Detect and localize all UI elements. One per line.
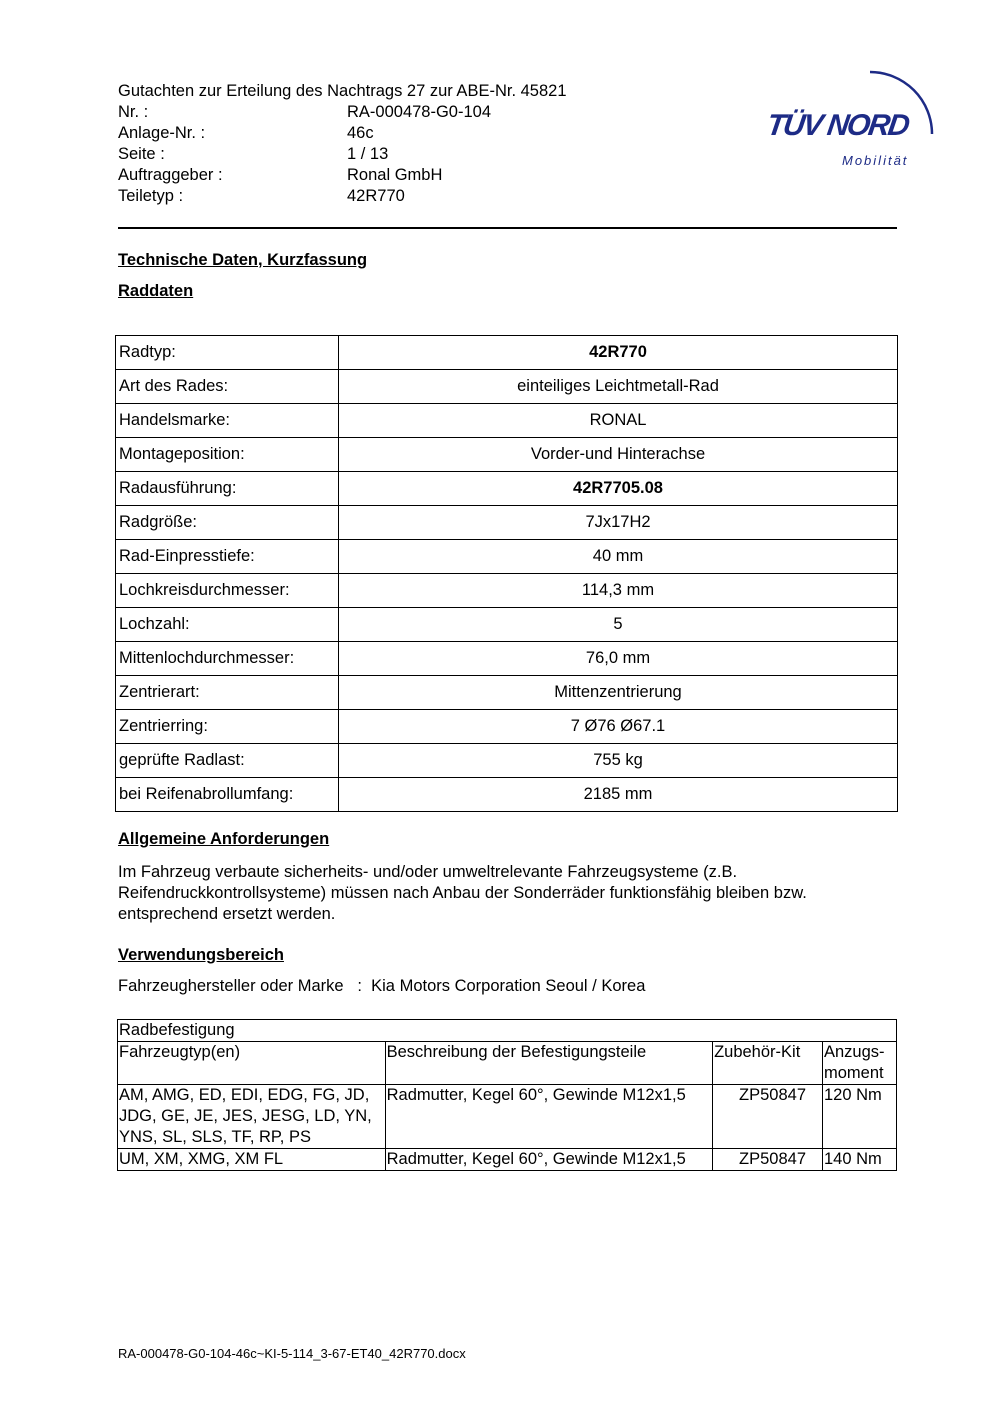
table-row — [118, 1085, 897, 1149]
wheel-field-value: 42R770 — [339, 336, 898, 370]
wheel-field-value: 42R7705.08 — [339, 472, 898, 506]
wheel-field-label: Radgröße: — [116, 506, 339, 540]
wheel-field-value: 114,3 mm — [339, 574, 898, 608]
header-row-auftraggeber: Auftraggeber : Ronal GmbH — [118, 166, 443, 184]
heading-verwendungsbereich: Verwendungsbereich — [118, 946, 284, 964]
heading-raddaten: Raddaten — [118, 282, 194, 300]
table-row — [116, 744, 898, 778]
header-row-teiletyp: Teiletyp : 42R770 — [118, 187, 405, 205]
logo-wordmark: TÜV NORD — [764, 109, 911, 142]
wheel-field-value: Vorder-und Hinterachse — [339, 438, 898, 472]
wheel-field-value: 2185 mm — [339, 778, 898, 812]
wheel-field-label: geprüfte Radlast: — [116, 744, 339, 778]
mount-types: AM, AMG, ED, EDI, EDG, FG, JD, JDG, GE, JE, JES, JESG, LD, YN, YNS, SL, SLS, TF, RP, PS — [118, 1085, 386, 1149]
wheel-field-value: 7 Ø76 Ø67.1 — [339, 710, 898, 744]
wheel-field-value: 40 mm — [339, 540, 898, 574]
document-header — [118, 81, 567, 207]
manufacturer-value: Kia Motors Corporation Seoul / Korea — [371, 977, 646, 995]
table-row — [116, 540, 898, 574]
header-row-nr: Nr. : RA-000478-G0-104 — [118, 103, 492, 121]
mount-kit: ZP50847 — [713, 1149, 823, 1171]
tuev-nord-logo — [762, 58, 942, 173]
wheel-field-label: Montageposition: — [116, 438, 339, 472]
manufacturer-separator: : — [357, 977, 362, 995]
wheel-field-label: Radtyp: — [116, 336, 339, 370]
header-divider — [118, 227, 897, 229]
header-row-anlage: Anlage-Nr. : 46c — [118, 124, 374, 142]
table-row — [116, 642, 898, 676]
report-title: Gutachten zur Erteilung des Nachtrags 27 zur ABE-Nr. 45821 — [118, 82, 567, 100]
heading-technische-daten: Technische Daten, Kurzfassung — [118, 251, 368, 269]
manufacturer-label: Fahrzeughersteller oder Marke — [118, 977, 344, 995]
wheel-field-label: Lochzahl: — [116, 608, 339, 642]
wheel-field-label: Art des Rades: — [116, 370, 339, 404]
wheel-field-label: Radausführung: — [116, 472, 339, 506]
wheel-data-table — [115, 335, 898, 812]
header-beschreibung: Beschreibung der Befestigungsteile — [385, 1042, 712, 1085]
allgemein-paragraph: Im Fahrzeug verbaute sicherheits- und/oder umweltrelevante Fahrzeugsysteme (z.B. Reifendruckkontrollsysteme) müssen nach Anbau der Sonderräder funktionsfähig bleiben bzw. entsprechend ersetzt werden. — [118, 863, 807, 923]
heading-allgemeine-anforderungen: Allgemeine Anforderungen — [118, 830, 330, 848]
wheel-field-value: Mittenzentrierung — [339, 676, 898, 710]
wheel-field-label: Zentrierart: — [116, 676, 339, 710]
mount-types: UM, XM, XMG, XM FL — [118, 1149, 386, 1171]
wheel-field-label: Lochkreisdurchmesser: — [116, 574, 339, 608]
mount-description: Radmutter, Kegel 60°, Gewinde M12x1,5 — [385, 1085, 712, 1149]
header-zubehoer-kit: Zubehör-Kit — [713, 1042, 823, 1085]
table-row — [116, 404, 898, 438]
logo-subtitle: Mobilität — [842, 153, 909, 168]
table-row — [116, 336, 898, 370]
table-row — [116, 676, 898, 710]
mount-table-title-row — [118, 1020, 897, 1042]
table-row — [116, 438, 898, 472]
table-row — [118, 1149, 897, 1171]
mount-table — [117, 1019, 897, 1171]
wheel-field-value: 7Jx17H2 — [339, 506, 898, 540]
table-row — [116, 778, 898, 812]
manufacturer-row — [118, 977, 645, 996]
wheel-field-label: Rad-Einpresstiefe: — [116, 540, 339, 574]
mount-table-header-row — [118, 1042, 897, 1085]
wheel-field-value: 755 kg — [339, 744, 898, 778]
header-row-seite: Seite : 1 / 13 — [118, 145, 389, 163]
table-row — [116, 608, 898, 642]
header-fahrzeugtyp: Fahrzeugtyp(en) — [118, 1042, 386, 1085]
mount-torque: 120 Nm — [823, 1085, 897, 1149]
footer-filename: RA-000478-G0-104-46c~KI-5-114_3-67-ET40_42R770.docx — [118, 1346, 466, 1361]
table-row — [116, 574, 898, 608]
wheel-field-label: Zentrierring: — [116, 710, 339, 744]
table-row — [116, 472, 898, 506]
wheel-field-value: 76,0 mm — [339, 642, 898, 676]
table-row — [116, 370, 898, 404]
mount-kit: ZP50847 — [713, 1085, 823, 1149]
wheel-field-value: RONAL — [339, 404, 898, 438]
table-row — [116, 710, 898, 744]
wheel-field-label: bei Reifenabrollumfang: — [116, 778, 339, 812]
wheel-field-label: Handelsmarke: — [116, 404, 339, 438]
mount-table-title: Radbefestigung — [118, 1020, 897, 1042]
header-anzugsmoment: Anzugs-moment — [823, 1042, 897, 1085]
mount-description: Radmutter, Kegel 60°, Gewinde M12x1,5 — [385, 1149, 712, 1171]
table-row — [116, 506, 898, 540]
mount-torque: 140 Nm — [823, 1149, 897, 1171]
wheel-field-value: einteiliges Leichtmetall-Rad — [339, 370, 898, 404]
wheel-field-value: 5 — [339, 608, 898, 642]
wheel-field-label: Mittenlochdurchmesser: — [116, 642, 339, 676]
